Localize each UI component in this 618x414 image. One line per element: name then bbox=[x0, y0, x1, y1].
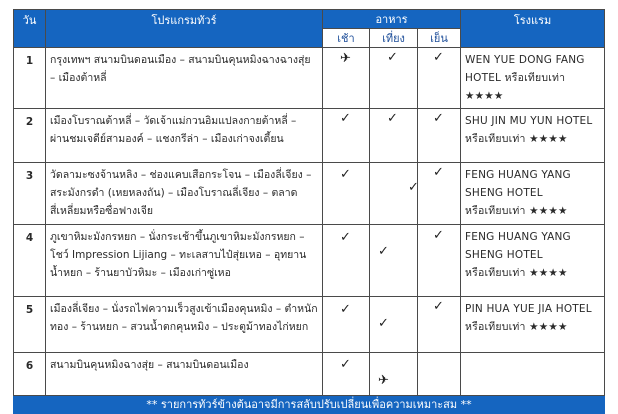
program-text: ภูเขาหิมะมังกรหยก – นั่งกระเช้าขึ้นภูเขาหิมะมังกรหยก – โชว์ Impression Lijiang – ทะเลสาบไป๋สุ่ยเหอ – อุทยานน้ำหยก – ร้านยาบัวหิมะ – เมืองเก่าซู่เหอ bbox=[46, 225, 323, 297]
lunch-cell bbox=[370, 109, 418, 163]
check-icon: ✓ bbox=[387, 111, 398, 126]
check-icon: ✓ bbox=[433, 299, 444, 314]
day-number: 6 bbox=[14, 353, 46, 396]
check-icon: ✓ bbox=[378, 244, 389, 259]
plane-icon: ✈ bbox=[340, 51, 351, 66]
breakfast-cell bbox=[323, 297, 370, 353]
breakfast-cell bbox=[323, 353, 370, 396]
hotel-name-line2: SHENG HOTEL bbox=[465, 249, 543, 261]
hotel-cell bbox=[461, 48, 605, 109]
hotel-cell bbox=[461, 109, 605, 163]
day-number: 3 bbox=[14, 163, 46, 225]
hotel-name: FENG HUANG YANG bbox=[465, 169, 571, 181]
program-text: เมืองโบราณต้าหลี่ – วัดเจ้าแม่กวนอิมแปลงกายต้าหลี่ – ผ่านชมเจดีย์สามองค์ – แชงกรีล่า – เมืองเก่าจงเตี้ยน bbox=[46, 109, 323, 163]
breakfast-cell bbox=[323, 163, 370, 225]
footer-note: ** รายการทัวร์ข้างต้นอาจมีการสลับปรับเปลี่ยนเพื่อความเหมาะสม ** bbox=[14, 396, 605, 414]
lunch-cell bbox=[370, 48, 418, 109]
check-icon: ✓ bbox=[433, 50, 444, 65]
header-program: โปรแกรมทัวร์ bbox=[46, 10, 323, 48]
header-dinner: เย็น bbox=[418, 29, 461, 48]
table-row bbox=[14, 163, 605, 225]
hotel-cell bbox=[461, 163, 605, 225]
hotel-name-line2: หรือเทียบเท่า ★★★★ bbox=[465, 133, 568, 145]
check-icon: ✓ bbox=[433, 165, 444, 180]
header-hotel: โรงแรม bbox=[461, 10, 605, 48]
breakfast-cell bbox=[323, 225, 370, 297]
plane-icon: ✈ bbox=[378, 373, 389, 388]
table-row bbox=[14, 353, 605, 396]
breakfast-cell bbox=[323, 109, 370, 163]
lunch-cell bbox=[370, 297, 418, 353]
hotel-name: PIN HUA YUE JIA HOTEL bbox=[465, 303, 592, 315]
itinerary-table bbox=[13, 9, 605, 414]
program-text: สนามบินคุนหมิงฉางสุ่ย – สนามบินดอนเมือง bbox=[46, 353, 323, 396]
hotel-name: WEN YUE DONG FANG bbox=[465, 54, 585, 66]
check-icon: ✓ bbox=[340, 167, 351, 182]
dinner-cell bbox=[418, 109, 461, 163]
day-number: 4 bbox=[14, 225, 46, 297]
dinner-cell bbox=[418, 297, 461, 353]
dinner-cell bbox=[418, 353, 461, 396]
check-icon: ✓ bbox=[340, 302, 351, 317]
hotel-name: FENG HUANG YANG bbox=[465, 231, 571, 243]
table-row bbox=[14, 297, 605, 353]
check-icon: ✓ bbox=[340, 111, 351, 126]
table-row bbox=[14, 48, 605, 109]
lunch-cell bbox=[370, 163, 418, 225]
header-day: วัน bbox=[14, 10, 46, 48]
dinner-cell bbox=[418, 163, 461, 225]
hotel-name: SHU JIN MU YUN HOTEL bbox=[465, 115, 593, 127]
program-text: เมืองลี่เจียง – นั่งรถไฟความเร็วสูงเข้าเมืองคุนหมิง – ตำหนักทอง – ร้านหยก – สวนน้ำตกคุนหมิง – ประตูม้าทองไก่หยก bbox=[46, 297, 323, 353]
program-text: วัดลามะซงจ้านหลิง – ช่องแคบเสือกระโจน – เมืองลี่เจียง – สระมังกรดำ (เหยหลงถัน) – เมืองโบราณลี่เจียง – ตลาดสี่เหลี่ยมหรือซื่อฟางเจีย bbox=[46, 163, 323, 225]
hotel-cell bbox=[461, 353, 605, 396]
header-breakfast: เช้า bbox=[323, 29, 370, 48]
dinner-cell bbox=[418, 225, 461, 297]
hotel-name-line2: HOTEL หรือเทียบเท่า ★★★★ bbox=[465, 72, 566, 102]
lunch-cell bbox=[370, 353, 418, 396]
footer-row bbox=[14, 396, 605, 414]
hotel-name-line3: หรือเทียบเท่า ★★★★ bbox=[465, 267, 568, 279]
table-row bbox=[14, 225, 605, 297]
breakfast-cell bbox=[323, 48, 370, 109]
hotel-cell bbox=[461, 297, 605, 353]
lunch-cell bbox=[370, 225, 418, 297]
header-lunch: เที่ยง bbox=[370, 29, 418, 48]
hotel-name-line2: หรือเทียบเท่า ★★★★ bbox=[465, 321, 568, 333]
day-number: 5 bbox=[14, 297, 46, 353]
dinner-cell bbox=[418, 48, 461, 109]
program-text: กรุงเทพฯ สนามบินดอนเมือง – สนามบินคุนหมิงฉางฉางสุ่ย – เมืองต้าหลี่ bbox=[46, 48, 323, 109]
check-icon: ✓ bbox=[378, 316, 389, 331]
check-icon: ✓ bbox=[433, 111, 444, 126]
day-number: 2 bbox=[14, 109, 46, 163]
check-icon: ✓ bbox=[340, 230, 351, 245]
check-icon: ✓ bbox=[408, 180, 419, 195]
check-icon: ✓ bbox=[387, 50, 398, 65]
day-number: 1 bbox=[14, 48, 46, 109]
table-row bbox=[14, 109, 605, 163]
header-row bbox=[14, 10, 605, 29]
hotel-cell bbox=[461, 225, 605, 297]
hotel-name-line3: หรือเทียบเท่า ★★★★ bbox=[465, 205, 568, 217]
check-icon: ✓ bbox=[433, 228, 444, 243]
itinerary-container bbox=[13, 9, 604, 414]
hotel-name-line2: SHENG HOTEL bbox=[465, 187, 543, 199]
header-meals: อาหาร bbox=[323, 10, 461, 29]
check-icon: ✓ bbox=[340, 357, 351, 372]
